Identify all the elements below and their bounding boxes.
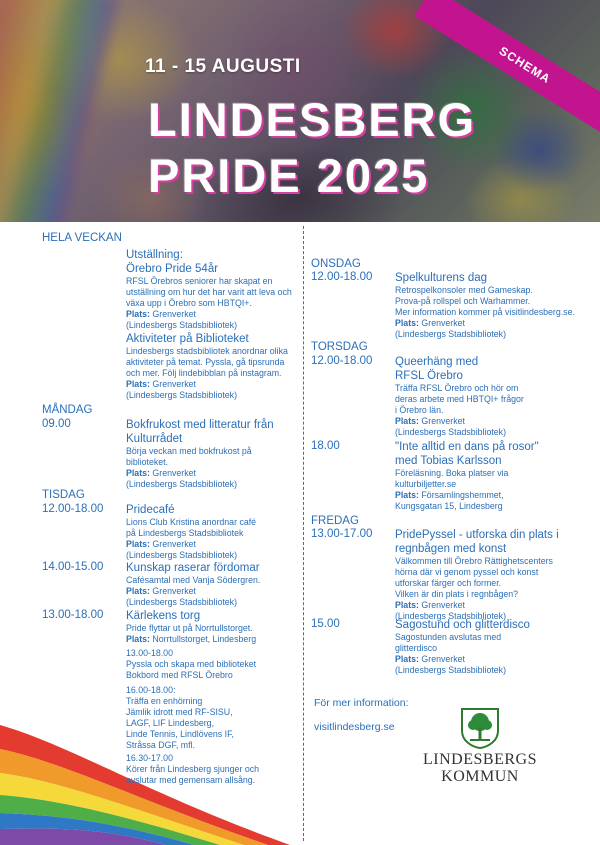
event-time: 15.00 (311, 618, 340, 630)
heading-tisdag: TISDAG (42, 489, 85, 501)
event-utstallning: Utställning: Örebro Pride 54år RFSL Örebros seniorer har skapat en utställning om hur det har varit att leva och växa upp i Örebro som HBTQI+. Plats: Grenverket (Lindesbergs Stadsbibliotek) (126, 249, 292, 330)
title-line-1: LINDESBERG (148, 93, 477, 146)
event-time: 14.00-15.00 (42, 561, 104, 573)
heading-torsdag: TORSDAG (311, 341, 368, 353)
event-pridepyssel: PridePyssel - utforska din plats i regnbågen med konst Välkommen till Örebro Rättighetscenters hörna där vi genom pyssel och konst utforskar färger och former. Vilken är din plats i regnbågen? Plats: Grenverket (Lindesbergs Stadsbibliotek) (395, 529, 559, 621)
event-time: 13.00-17.00 (311, 528, 373, 540)
event-queerhang: Queerhäng med RFSL Örebro Träffa RFSL Örebro och hör om deras arbete med HBTQI+ frågor i Örebro län. Plats: Grenverket (Lindesbergs Stadsbibliotek) (395, 356, 524, 437)
hero-banner (0, 0, 600, 222)
more-info-link[interactable]: visitlindesberg.se (314, 721, 395, 733)
event-bokfrukost: Bokfrukost med litteratur från Kulturrådet Börja veckan med bokfrukost på biblioteket. Plats: Grenverket (Lindesbergs Stadsbibliotek) (126, 419, 274, 489)
event-spelkulturens-dag: Spelkulturens dag Retrospelkonsoler med Gameskap. Prova-på rollspel och Warhammer. Mer information kommer på visitlindesberg.se. Plats: Grenverket (Lindesbergs Stadsbibliotek) (395, 272, 575, 339)
event-pridecafe: Pridecafé Lions Club Kristina anordnar café på Lindesbergs Stadsbibliotek Plats: Grenverket (Lindesbergs Stadsbibliotek) (126, 504, 257, 560)
event-aktiviteter-biblioteket: Aktiviteter på Biblioteket Lindesbergs stadsbibliotek anordnar olika aktiviteter på temat. Pyssla, gå tipsrunda och mer. Följ lindebibblan på instagram. Plats: Grenverket (Lindesbergs Stadsbibliotek) (126, 333, 288, 400)
event-time: 12.00-18.00 (311, 271, 373, 283)
sub-event-enhorning: 16.00-18.00: Träffa en enhörning Jämlik idrott med RF-SISU, LAGF, LIF Lindesberg, Linde Tennis, Lindlövens IF, Stråssa DGF, mfl. (126, 685, 234, 750)
sub-event-korer: 16.30-17.00 Körer från Lindesberg sjunger och avslutar med gemensam allsång. (126, 753, 260, 785)
heading-fredag: FREDAG (311, 515, 359, 527)
event-sagostund: Sagostund och glitterdisco Sagostunden avslutas med glitterdisco Plats: Grenverket (Lindesbergs Stadsbibliotek) (395, 619, 530, 675)
sub-event-pyssla: 13.00-18.00 Pyssla och skapa med biblioteket Bokbord med RFSL Örebro (126, 648, 257, 680)
more-info-label: För mer information: (314, 697, 409, 709)
schema-ribbon: SCHEMA (414, 0, 600, 143)
municipality-logo-text: LINDESBERGS KOMMUN (423, 751, 537, 785)
event-dates: 11 - 15 AUGUSTI (145, 56, 301, 77)
column-divider (303, 226, 304, 841)
event-time: 13.00-18.00 (42, 609, 104, 621)
municipality-crest-icon (460, 707, 500, 749)
heading-mandag: MÅNDAG (42, 404, 93, 416)
event-time: 09.00 (42, 418, 71, 430)
event-inte-alltid-en-dans: "Inte alltid en dans på rosor" med Tobias Karlsson Föreläsning. Boka platser via kulturbiljetter.se Plats: Församlingshemmet, Kungsgatan 15, Lindesberg (395, 441, 539, 511)
event-time: 18.00 (311, 440, 340, 452)
heading-hela-veckan: HELA VECKAN (42, 232, 122, 244)
title-line-2: PRIDE 2025 (148, 149, 430, 202)
heading-onsdag: ONSDAG (311, 258, 361, 270)
event-time: 12.00-18.00 (42, 503, 104, 515)
event-kunskap-raserar-fordomar: Kunskap raserar fördomar Cafésamtal med Vanja Södergren. Plats: Grenverket (Lindesbergs Stadsbibliotek) (126, 562, 261, 607)
event-time: 12.00-18.00 (311, 355, 373, 367)
event-karlekens-torg: Kärlekens torg Pride flyttar ut på Norrtullstorget. Plats: Norrtullstorget, Lindesberg (126, 610, 257, 644)
